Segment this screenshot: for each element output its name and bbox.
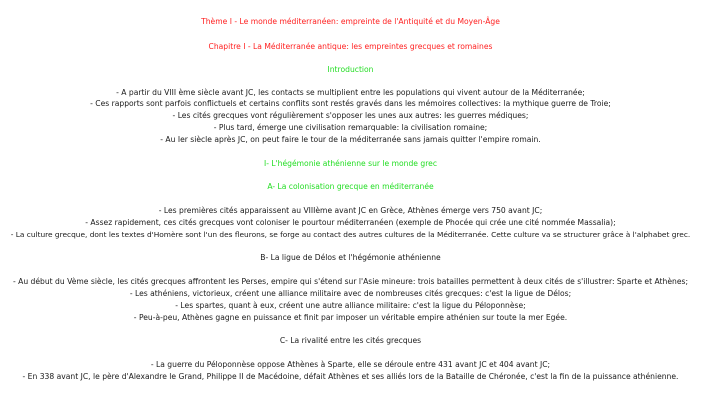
- part1a-line-1: - Les premières cités apparaissent au VIIIème avant JC en Grèce, Athènes émerge vers 750 avant JC;: [158, 206, 543, 215]
- part1b-line-3: - Les spartes, quant à eux, créent une autre alliance militaire: c'est la ligue du Péloponnèse;: [175, 301, 526, 310]
- part1a-heading: A- La colonisation grecque en méditerranée: [267, 182, 434, 191]
- part1c-line-2: - En 338 avant JC, le père d'Alexandre le Grand, Philippe II de Macédoine, défait Athènes et ses alliés lors de la Bataille de Chéronée, c'est la fin de la puissance athénienne.: [22, 372, 679, 381]
- intro-line-5: - Au Ier siècle après JC, on peut faire le tour de la méditerranée sans jamais quitter l'empire romain.: [160, 135, 541, 144]
- part1b-line-1: - Au début du Vème siècle, les cités grecques affrontent les Perses, empire qui s'étend sur l'Asie mineure: trois batailles permettent à deux cités de s'illustrer: Sparte et Athènes;: [12, 277, 689, 286]
- part1-heading: I- L'hégémonie athénienne sur le monde grec: [263, 159, 438, 168]
- introduction-heading: Introduction: [327, 65, 374, 74]
- intro-line-1: - A partir du VIII ème siècle avant JC, les contacts se multiplient entre les populations qui vivent autour de la Méditerranée;: [116, 88, 585, 97]
- intro-line-4: - Plus tard, émerge une civilisation remarquable: la civilisation romaine;: [213, 123, 488, 132]
- part1c-heading: C- La rivalité entre les cités grecques: [279, 336, 422, 345]
- theme-title: Thème I - Le monde méditerranéen: empreinte de l'Antiquité et du Moyen-Âge: [201, 17, 500, 26]
- part1c-line-1: - La guerre du Péloponnèse oppose Athènes à Sparte, elle se déroule entre 431 avant JC et 404 avant JC;: [150, 360, 551, 369]
- chapter-title: Chapitre I - La Méditerranée antique: les empreintes grecques et romaines: [208, 42, 493, 51]
- part1a-line-2: - Assez rapidement, ces cités grecques vont coloniser le pourtour méditerranéen (exemple de Phocée qui crée une cité nommée Massalia);: [85, 218, 616, 227]
- intro-line-2: - Ces rapports sont parfois conflictuels et certains conflits sont restés gravés dans les mémoires collectives: la mythique guerre de Troie;: [90, 99, 611, 108]
- intro-line-3: - Les cités grecques vont régulièrement s'opposer les unes aux autres: les guerres médiques;: [172, 111, 529, 120]
- part1b-line-4: - Peu-à-peu, Athènes gagne en puissance et finit par imposer un véritable empire athénien sur toute la mer Egée.: [133, 313, 568, 322]
- part1b-line-2: - Les athéniens, victorieux, créent une alliance militaire avec de nombreuses cités grecques: c'est la ligue de Délos;: [129, 289, 572, 298]
- part1a-line-3: - La culture grecque, dont les textes d'Homère sont l'un des fleurons, se forge au contact des autres cultures de la Méditerranée. Cette culture va se structurer grâce à l'alphabet grec.: [10, 230, 691, 239]
- part1b-heading: B- La ligue de Délos et l'hégémonie athénienne: [260, 253, 441, 262]
